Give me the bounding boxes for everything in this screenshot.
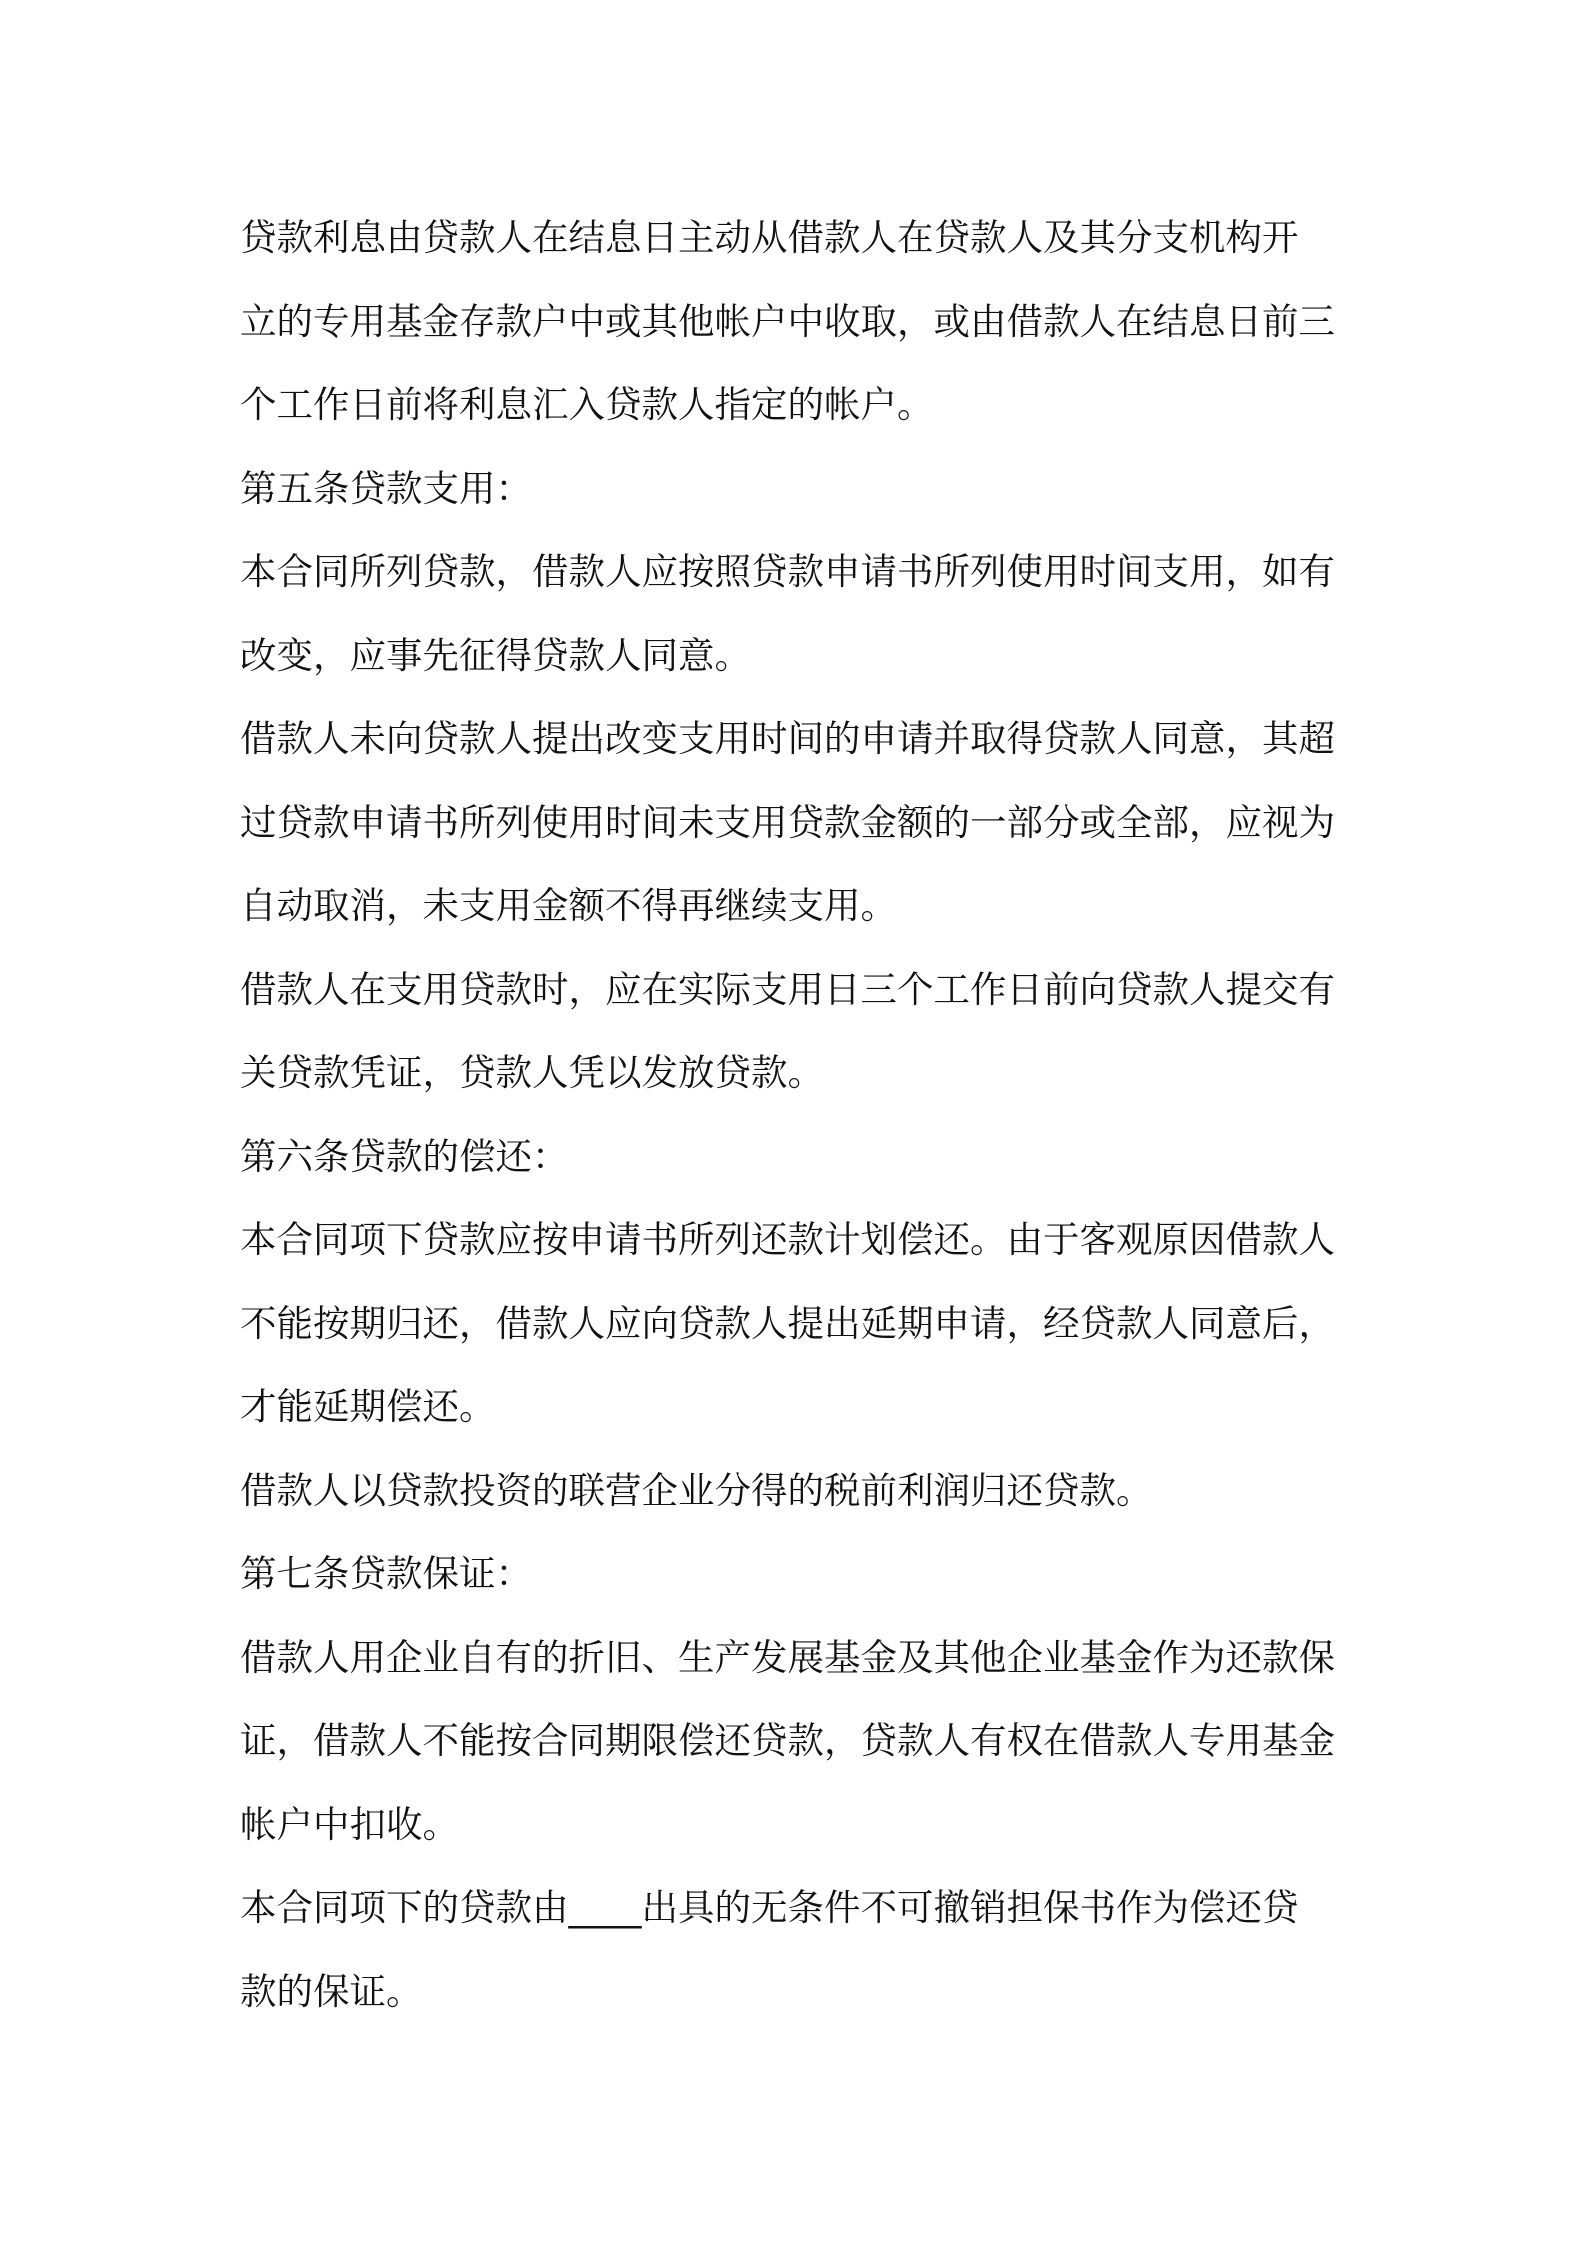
text-line-15: 才能延期偿还。 xyxy=(240,1385,496,1428)
text-line-21: 本合同项下的贷款由____出具的无条件不可撤销担保书作为偿还贷 xyxy=(240,1886,1299,1929)
article-7-heading: 第七条贷款保证： xyxy=(240,1552,532,1595)
text-line-11: 关贷款凭证，贷款人凭以发放贷款。 xyxy=(240,1051,824,1094)
text-line-1: 贷款利息由贷款人在结息日主动从借款人在贷款人及其分支机构开 xyxy=(240,216,1299,259)
text-line-2: 立的专用基金存款户中或其他帐户中收取，或由借款人在结息日前三 xyxy=(240,299,1335,343)
text-line-22: 款的保证。 xyxy=(240,1969,423,2013)
text-line-7: 借款人未向贷款人提出改变支用时间的申请并取得贷款人同意，其超 xyxy=(240,717,1335,760)
text-line-9: 自动取消，未支用金额不得再继续支用。 xyxy=(240,884,897,927)
article-6-heading: 第六条贷款的偿还： xyxy=(240,1134,569,1178)
text-line-5: 本合同所列贷款，借款人应按照贷款申请书所列使用时间支用，如有 xyxy=(240,550,1335,593)
text-line-3: 个工作日前将利息汇入贷款人指定的帐户。 xyxy=(240,383,934,426)
text-line-16: 借款人以贷款投资的联营企业分得的税前利润归还贷款。 xyxy=(240,1468,1153,1512)
text-line-18: 借款人用企业自有的折旧、生产发展基金及其他企业基金作为还款保 xyxy=(240,1635,1335,1679)
text-line-13: 本合同项下贷款应按申请书所列还款计划偿还。由于客观原因借款人 xyxy=(240,1218,1335,1261)
text-line-10: 借款人在支用贷款时，应在实际支用日三个工作日前向贷款人提交有 xyxy=(240,967,1335,1011)
article-5-heading: 第五条贷款支用： xyxy=(240,466,532,510)
text-line-6: 改变，应事先征得贷款人同意。 xyxy=(240,633,751,677)
text-line-8: 过贷款申请书所列使用时间未支用贷款金额的一部分或全部，应视为 xyxy=(240,800,1335,844)
document-body xyxy=(240,196,1350,2033)
text-line-19: 证，借款人不能按合同期限偿还贷款，贷款人有权在借款人专用基金 xyxy=(240,1719,1335,1762)
text-line-14: 不能按期归还，借款人应向贷款人提出延期申请，经贷款人同意后， xyxy=(240,1301,1335,1345)
text-line-20: 帐户中扣收。 xyxy=(240,1802,459,1846)
